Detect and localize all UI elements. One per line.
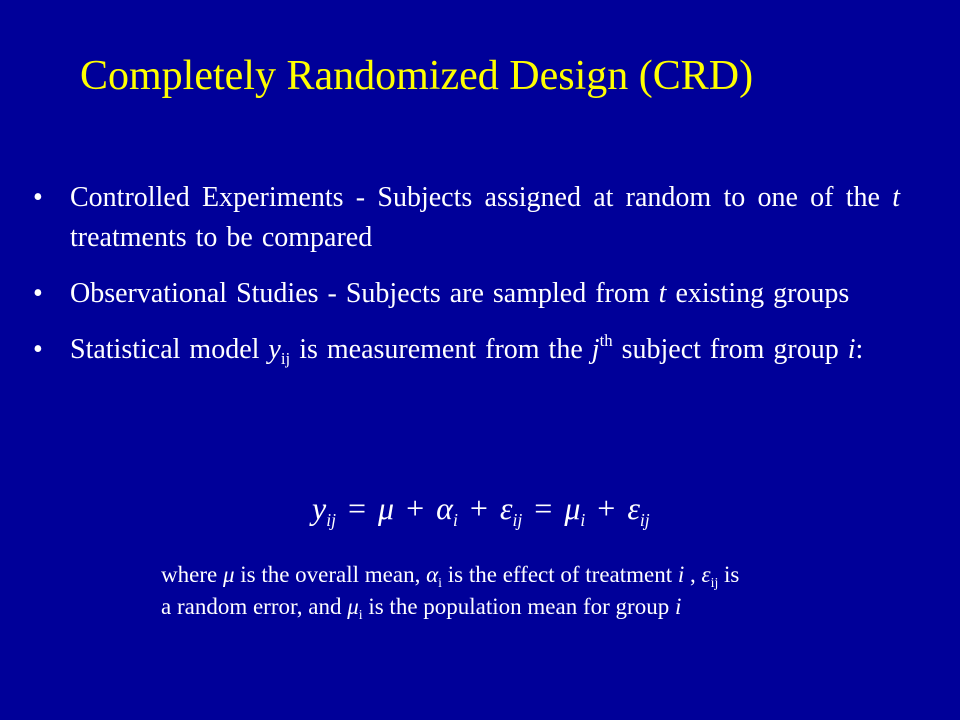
- bullet-text-mid: is measurement from the: [290, 334, 592, 365]
- eq-alpha-subscript: i: [452, 510, 458, 531]
- eq-alpha: α: [436, 490, 453, 526]
- note-text: where: [161, 562, 223, 587]
- eq-y: y: [312, 490, 327, 526]
- bullet-controlled-experiments: [0, 178, 960, 258]
- eq-plus: +: [597, 490, 616, 526]
- equation-explanation: [161, 559, 741, 623]
- bullet-text-end: existing groups: [666, 278, 850, 309]
- bullet-text: Observational Studies - Subjects are sampled from: [70, 278, 659, 309]
- bullet-text-end: :: [855, 334, 864, 365]
- bullet-text-mid2: subject from group: [612, 334, 848, 365]
- bullet-italic-t: t: [892, 182, 900, 213]
- bullet-italic-t: t: [658, 278, 667, 309]
- note-text: is the population mean for group: [362, 594, 675, 619]
- note-text: is the overall mean,: [234, 562, 427, 587]
- eq-epsilon: ε: [627, 490, 640, 526]
- eq-plus: +: [469, 490, 488, 526]
- note-epsilon-subscript: ij: [710, 574, 719, 590]
- var-y-subscript: ij: [280, 348, 291, 368]
- eq-mu-i: μ: [564, 490, 581, 526]
- note-epsilon: ε: [701, 562, 711, 587]
- note-mu-i-subscript: i: [358, 606, 363, 622]
- bullet-observational-studies: [0, 274, 960, 314]
- note-mu-i: μ: [347, 594, 359, 619]
- var-i: i: [847, 334, 856, 365]
- slide-title: Completely Randomized Design (CRD): [80, 53, 754, 99]
- bullet-marker: •: [33, 278, 43, 309]
- eq-mu: μ: [378, 490, 395, 526]
- note-i: i: [677, 562, 685, 587]
- var-y: y: [268, 334, 281, 365]
- note-alpha-subscript: i: [438, 574, 443, 590]
- note-text: ,: [684, 562, 702, 587]
- var-j: j: [591, 334, 600, 365]
- bullet-list: [0, 178, 960, 386]
- bullet-marker: •: [33, 334, 43, 365]
- eq-epsilon-subscript: ij: [639, 510, 650, 531]
- note-text: is the effect of treatment: [442, 562, 678, 587]
- eq-y-subscript: ij: [326, 510, 336, 531]
- note-mu: μ: [222, 562, 235, 587]
- eq-mu-i-subscript: i: [580, 510, 586, 531]
- model-equation: [312, 488, 652, 531]
- bullet-text: Statistical model: [70, 334, 269, 365]
- eq-epsilon-subscript: ij: [512, 510, 523, 531]
- bullet-statistical-model: [0, 330, 960, 370]
- bullet-marker: •: [33, 182, 43, 213]
- bullet-text-end: treatments to be compared: [70, 222, 373, 253]
- bullet-text: Controlled Experiments - Subjects assigned at random to one of the: [70, 182, 893, 213]
- eq-equals: =: [534, 490, 553, 526]
- var-j-superscript: th: [599, 331, 613, 351]
- eq-plus: +: [406, 490, 425, 526]
- note-text: is a random error, and: [161, 562, 740, 619]
- note-alpha: α: [426, 562, 439, 587]
- eq-epsilon: ε: [499, 490, 513, 526]
- note-i: i: [674, 594, 682, 619]
- eq-equals: =: [347, 490, 367, 526]
